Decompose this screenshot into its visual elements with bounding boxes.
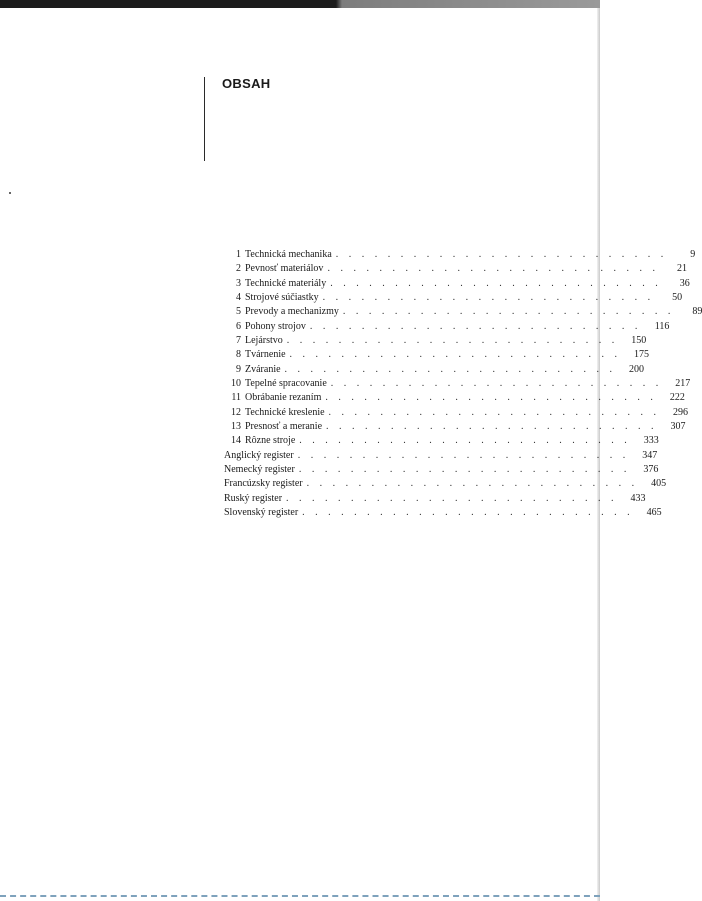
toc-entry [224,449,658,463]
page-number: 200 [629,363,645,375]
toc-entry [224,434,659,448]
toc-entry [224,334,647,348]
dot-leader: . . . . . . . . . . . . . . . . . . . . . . . . . . [326,420,658,432]
page-number: 433 [630,492,646,504]
chapter-number: 14 [231,435,241,447]
chapter-number: 6 [236,320,241,332]
dot-leader: . . . . . . . . . . . . . . . . . . . . . . . . . . [286,492,618,504]
scan-bottom-edge [0,895,600,897]
chapter-title: Strojové súčiastky [245,291,319,303]
page-number: 333 [643,435,659,447]
dot-leader: . . . . . . . . . . . . . . . . . . . . . . . . . . [298,463,631,475]
toc-entry [224,277,690,291]
toc-entry [224,248,696,262]
chapter-title: Presnosť a meranie [245,420,323,432]
chapter-number: 11 [231,392,241,404]
scan-top-edge [0,0,600,8]
chapter-title: Anglický register [224,449,294,461]
dot-leader: . . . . . . . . . . . . . . . . . . . . . . . . . . [306,478,639,490]
toc-entry [224,477,667,491]
page-number: 175 [634,349,650,361]
chapter-title: Tepelné spracovanie [245,377,327,389]
dot-leader: . . . . . . . . . . . . . . . . . . . . . . . . . . [330,277,662,289]
dot-leader: . . . . . . . . . . . . . . . . . . . . . . . . . . [289,349,622,361]
dot-leader: . . . . . . . . . . . . . . . . . . . . . . . . . . [297,449,630,461]
page-number: 89 [692,306,702,318]
dot-leader: . . . . . . . . . . . . . . . . . . . . . . . . . . [327,263,659,275]
chapter-number: 1 [236,249,241,260]
page-number: 217 [675,377,691,389]
chapter-number: 9 [236,363,241,375]
heading-rule [204,77,205,161]
chapter-number: 4 [236,291,241,303]
dot-leader: . . . . . . . . . . . . . . . . . . . . . . . . . . [342,306,675,318]
dot-leader: . . . . . . . . . . . . . . . . . . . . . . . . . . [330,377,663,389]
page-number: 150 [631,334,647,346]
chapter-number: 10 [231,377,241,389]
dot-leader: . . . . . . . . . . . . . . . . . . . . . . . . . . [325,392,657,404]
toc-entry [224,377,691,391]
page-number: 21 [676,263,687,275]
toc-entry [224,348,650,362]
page-number: 9 [690,249,696,260]
toc-entry [224,305,702,319]
chapter-number: 12 [231,406,241,418]
toc-entry [224,291,683,305]
dot-leader: . . . . . . . . . . . . . . . . . . . . . . . . . . [284,363,617,375]
chapter-number: 2 [236,263,241,275]
chapter-number: 13 [231,420,241,432]
dot-leader: . . . . . . . . . . . . . . . . . . . . . . . . . . [322,291,655,303]
page-number: 405 [651,478,667,490]
page-number: 296 [673,406,689,418]
toc-entry [224,262,687,276]
chapter-title: Technické kreslenie [245,406,325,418]
toc-entry [224,420,686,434]
chapter-title: Rôzne stroje [245,435,296,447]
chapter-title: Tvárnenie [245,349,286,361]
table-of-contents [224,248,702,520]
page-number: 347 [642,449,658,461]
page-number: 50 [672,291,683,303]
chapter-number: 7 [236,334,241,346]
toc-entry [224,406,689,420]
chapter-title: Francúzsky register [224,478,303,490]
chapter-title: Pohony strojov [245,320,306,332]
chapter-title: Lejárstvo [245,334,283,346]
page-number: 36 [679,277,690,289]
toc-entry [224,320,670,334]
chapter-title: Pevnosť materiálov [245,263,324,275]
chapter-title: Obrábanie rezaním [245,392,322,404]
chapter-number: 8 [236,349,241,361]
dot-leader: . . . . . . . . . . . . . . . . . . . . . . . . . . [299,435,631,447]
page-number: 222 [669,392,685,404]
dot-leader: . . . . . . . . . . . . . . . . . . . . . . . . . . [328,406,661,418]
dot-leader: . . . . . . . . . . . . . . . . . . . . . . . . . . [335,249,668,260]
page-number: 116 [654,320,670,332]
dot-leader: . . . . . . . . . . . . . . . . . . . . . . . . . . [309,320,642,332]
page-number: 465 [646,506,662,518]
chapter-title: Technická mechanika [245,249,332,260]
toc-entry [224,391,685,405]
chapter-title: Prevody a mechanizmy [245,306,339,318]
dot-leader: . . . . . . . . . . . . . . . . . . . . . . . . . . [286,334,619,346]
toc-entry [224,506,662,520]
chapter-title: Slovenský register [224,506,299,518]
page-number: 376 [643,463,659,475]
dot-leader: . . . . . . . . . . . . . . . . . . . . . . . . . . [302,506,634,518]
chapter-title: Nemecký register [224,463,295,475]
toc-entry [224,463,659,477]
toc-entry [224,492,646,506]
chapter-title: Technické materiály [245,277,327,289]
chapter-number: 5 [236,306,241,318]
dust-speck [9,192,11,194]
page-title: OBSAH [222,76,271,91]
chapter-number: 3 [236,277,241,289]
chapter-title: Ruský register [224,492,283,504]
toc-entry [224,363,645,377]
chapter-title: Zváranie [245,363,281,375]
page-number: 307 [670,420,686,432]
